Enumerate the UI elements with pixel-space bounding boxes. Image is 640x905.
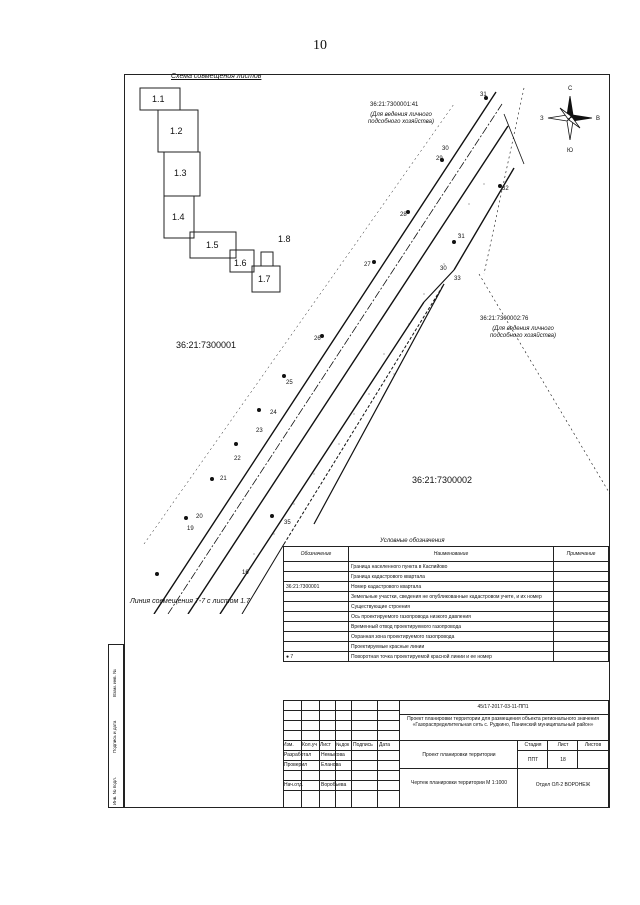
point-label-25: 25 bbox=[286, 380, 293, 386]
legend-row bbox=[284, 592, 609, 602]
legend-symbol bbox=[284, 612, 349, 622]
legend-col-symbol: Обозначение bbox=[284, 547, 349, 562]
sheet-box-small bbox=[261, 252, 273, 266]
legend-name: Охранная зона проектируемого газопровода bbox=[349, 632, 554, 642]
stamp-name-3: Воробьева bbox=[321, 782, 347, 788]
legend-col-note: Примечание bbox=[554, 547, 609, 562]
stamp-role-1: Разработал bbox=[284, 752, 312, 758]
svg-text:В: В bbox=[596, 116, 601, 122]
side-inv: Инв. № подл. bbox=[112, 776, 117, 805]
stamp-org: Отдел ОЛ-2 ВОРОНЕЖ bbox=[535, 782, 591, 788]
sheet-label-1-7: 1.7 bbox=[258, 274, 271, 284]
point-label-16: 16 bbox=[242, 570, 249, 576]
sheet-label-1-8: 1.8 bbox=[278, 234, 291, 244]
legend-symbol bbox=[284, 632, 349, 642]
legend-note bbox=[554, 602, 609, 612]
legend-symbol bbox=[284, 602, 349, 612]
sheet-label-1-4: 1.4 bbox=[172, 212, 185, 222]
legend-table bbox=[283, 546, 609, 662]
stamp-head-date: Дата bbox=[379, 742, 391, 748]
sheet-label-1-2: 1.2 bbox=[170, 126, 183, 136]
sheet-label-1-1: 1.1 bbox=[152, 94, 165, 104]
point-label-31: 31 bbox=[480, 92, 487, 98]
legend-name: Граница кадастрового квартала bbox=[349, 572, 554, 582]
legend-symbol: 36:21:7300001 bbox=[284, 582, 349, 592]
match-line-label: Линия совмещения 7-7 с листом 1.7 bbox=[130, 598, 250, 605]
stamp-code: 45/17-2017-03-11-ПП1 bbox=[477, 704, 529, 710]
point-label-26: 26 bbox=[314, 336, 321, 342]
legend-symbol bbox=[284, 642, 349, 652]
side-replace: Взам. инв. № bbox=[112, 669, 117, 697]
side-strip bbox=[108, 644, 124, 808]
stamp-name-1: Немыкова bbox=[321, 752, 345, 758]
legend-symbol bbox=[284, 622, 349, 632]
sheet-label-1-3: 1.3 bbox=[174, 168, 187, 178]
legend-row bbox=[284, 612, 609, 622]
legend-note bbox=[554, 652, 609, 662]
stamp-stage: ППТ bbox=[527, 757, 539, 763]
point-label-19: 19 bbox=[187, 526, 194, 532]
legend-name: Проектируемые красные линии bbox=[349, 642, 554, 652]
legend-row bbox=[284, 602, 609, 612]
legend-row bbox=[284, 642, 609, 652]
point-label-31b: 31 bbox=[458, 234, 465, 240]
corridor-lines bbox=[144, 88, 610, 614]
legend-name: Земельные участки, сведения не опубликованные кадастровом учете, и их номер bbox=[349, 592, 554, 602]
legend-title: Условные обозначения bbox=[380, 538, 445, 544]
legend-note bbox=[554, 592, 609, 602]
point-label-33: 33 bbox=[454, 276, 461, 282]
point-label-22: 22 bbox=[234, 456, 241, 462]
stamp-sheet-label: Лист bbox=[557, 742, 569, 748]
point-label-32: 32 bbox=[502, 186, 509, 192]
svg-text:З: З bbox=[540, 116, 544, 122]
turning-points bbox=[155, 96, 502, 576]
stamp-stage-label: Стадия bbox=[524, 742, 542, 748]
point-label-35: 35 bbox=[284, 520, 291, 526]
stamp-head-list: Лист bbox=[320, 742, 331, 748]
stamp-name-2: Еланова bbox=[321, 762, 341, 768]
legend-symbol bbox=[284, 562, 349, 572]
cadastral-lower-number: 36:21:7300002:76 bbox=[480, 316, 529, 322]
legend-row bbox=[284, 632, 609, 642]
stamp-sheet: 18 bbox=[560, 757, 566, 763]
lower-parcel-note: (Для ведения личного подсобного хозяйства) bbox=[489, 326, 557, 339]
svg-text:Ю: Ю bbox=[567, 148, 574, 154]
red-line-left bbox=[188, 126, 508, 614]
stamp-head-kol: Кол.уч bbox=[302, 742, 317, 748]
cadastral-labels bbox=[176, 102, 529, 485]
quarter-boundary-right bbox=[479, 274, 610, 494]
quarter-boundary-left bbox=[144, 104, 454, 544]
legend-symbol bbox=[284, 592, 349, 602]
legend-name: Поворотная точка проектируемой красной линии и ее номер bbox=[349, 652, 554, 662]
red-line-kink bbox=[424, 270, 454, 302]
point-label-20: 20 bbox=[196, 514, 203, 520]
svg-text:С: С bbox=[568, 86, 573, 92]
legend-name: Временный отвод проектируемого газопровода bbox=[349, 622, 554, 632]
legend-note bbox=[554, 572, 609, 582]
legend-note bbox=[554, 612, 609, 622]
stamp-role-3: Нач.отд. bbox=[284, 782, 304, 788]
stamp-drawing-title: Чертеж планировки территории М 1:1000 bbox=[410, 780, 507, 786]
point-label-24: 24 bbox=[270, 410, 277, 416]
legend-name: Существующие строения bbox=[349, 602, 554, 612]
sheet-label-1-6: 1.6 bbox=[234, 258, 247, 268]
point-label-21: 21 bbox=[220, 476, 227, 482]
legend-note bbox=[554, 622, 609, 632]
legend-row bbox=[284, 582, 609, 592]
cadastral-main-right: 36:21:7300002 bbox=[412, 475, 473, 485]
top-edge bbox=[504, 114, 524, 164]
compass-icon bbox=[548, 96, 592, 140]
scheme-title: Схема совмещения листов bbox=[171, 73, 262, 80]
sheet-scheme bbox=[140, 88, 280, 292]
point-label-30: 30 bbox=[442, 146, 449, 152]
parcel-line bbox=[314, 284, 444, 524]
stamp-head-doc: №док bbox=[336, 742, 350, 748]
stamp-sheets-label: Листов bbox=[584, 742, 602, 748]
sheet-label-1-5: 1.5 bbox=[206, 240, 219, 250]
point-label-29: 29 bbox=[436, 156, 443, 162]
cadastral-main-left: 36:21:7300001 bbox=[176, 340, 237, 350]
upper-parcel-note: (Для ведения личного подсобного хозяйства) bbox=[367, 112, 435, 125]
legend-row bbox=[284, 562, 609, 572]
stamp-head-izm: Изм. bbox=[283, 742, 294, 748]
point-label-28: 28 bbox=[400, 212, 407, 218]
zone-line-b bbox=[284, 284, 444, 544]
stamp-role-2: Проверил bbox=[284, 762, 308, 768]
page-number: 10 bbox=[313, 38, 327, 53]
title-block bbox=[283, 700, 609, 808]
stamp-head-sign: Подпись bbox=[353, 742, 373, 748]
point-label-27: 27 bbox=[364, 262, 371, 268]
stamp-doc-title: Проект планировки территории bbox=[422, 752, 496, 758]
legend-name: Граница населенного пункта в Каспийово bbox=[349, 562, 554, 572]
stamp-project: Проект планировки территории для размещения объекта регионального значения «Газораспределительная сеть с. Рудкино, Панинский муниципальный район» bbox=[407, 716, 599, 728]
legend-note bbox=[554, 562, 609, 572]
legend-row bbox=[284, 652, 609, 662]
axis-line bbox=[168, 104, 502, 614]
legend-col-name: Наименование bbox=[349, 547, 554, 562]
legend-note bbox=[554, 642, 609, 652]
point-labels bbox=[187, 92, 509, 576]
legend-name: Ось проектируемого газопровода низкого давления bbox=[349, 612, 554, 622]
cadastral-upper-number: 36:21:7300001:41 bbox=[370, 102, 419, 108]
legend-note bbox=[554, 582, 609, 592]
side-sign: Подпись и дата bbox=[112, 720, 117, 753]
legend-note bbox=[554, 632, 609, 642]
map-drawing bbox=[124, 74, 610, 614]
point-label-30b: 30 bbox=[440, 266, 447, 272]
legend-row bbox=[284, 622, 609, 632]
legend-row bbox=[284, 572, 609, 582]
point-label-23: 23 bbox=[256, 428, 263, 434]
legend-symbol bbox=[284, 572, 349, 582]
quarter-boundary-upper bbox=[484, 88, 524, 274]
sheet-labels bbox=[152, 94, 291, 284]
legend-symbol: ● 7 bbox=[284, 652, 349, 662]
left-boundary bbox=[154, 92, 496, 614]
legend-name: Номер кадастрового квартала bbox=[349, 582, 554, 592]
